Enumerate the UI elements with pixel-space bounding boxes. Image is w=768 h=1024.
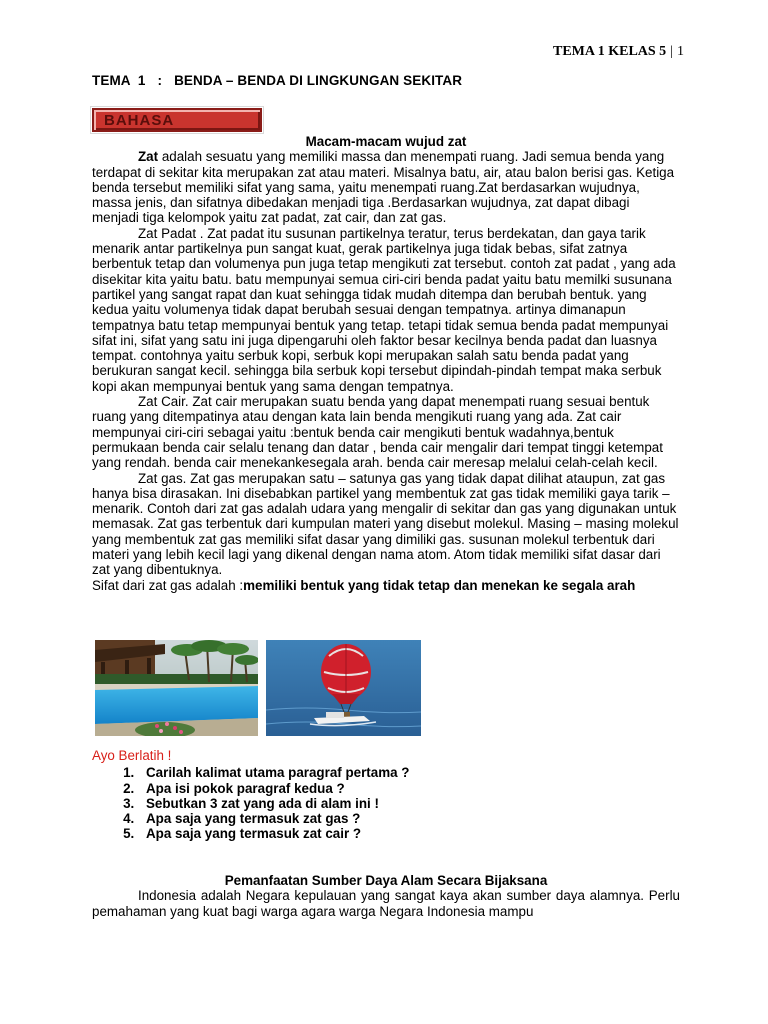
paragraph-zat-gas: Zat gas. Zat gas merupakan satu – satunya gas yang tidak dapat dilihat ataupun, zat gas hanya bisa dirasakan. Ini disebabkan partikel yang membentuk zat gas tidak memiliki gaya tarik – menarik. Contoh dari zat gas adalah udara yang mengalir di sekitar dan gas yang digunakan untuk memasak. Zat gas terbentuk dari kumpulan materi yang disebut molekul. Masing – masing molekul yang membentuk zat gas memiliki sifat dasar yang dimiliki gas. susunan molekul terbentuk dari materi yang lebih kecil lagi yang dikenal dengan nama atom. Atom tidak memiliki sifat dasar dari zat yang dibentuknya. — [92, 470, 679, 578]
swimming-pool-photo — [95, 640, 258, 736]
hot-air-balloon-photo — [266, 640, 421, 736]
hot-air-balloon-image — [266, 640, 421, 736]
paragraph-zat — [92, 149, 680, 225]
tema-heading — [92, 73, 462, 88]
bahasa-badge — [92, 108, 262, 132]
tema-title: BENDA – BENDA DI LINGKUNGAN SEKITAR — [174, 73, 463, 88]
paragraph-lead: Zat — [138, 149, 159, 165]
photo-row — [95, 640, 425, 736]
exercise-item-1: 1. Carilah kalimat utama paragraf pertama ? — [138, 765, 680, 780]
exercise-list — [92, 765, 680, 841]
section-title: Macam-macam wujud zat — [305, 134, 467, 149]
section2-title: Pemanfaatan Sumber Daya Alam Secara Bijaksana — [224, 873, 548, 888]
tema-colon: : — [157, 73, 163, 88]
sifat-bold: memiliki bentuk yang tidak tetap dan menekan ke segala arah — [243, 577, 636, 593]
page-number: 1 — [677, 44, 684, 59]
exercise-item-4: 4. Apa saja yang termasuk zat gas ? — [138, 811, 680, 826]
swimming-pool-image — [95, 640, 258, 736]
section-wujud-zat — [92, 134, 680, 593]
exercise-section — [92, 748, 680, 842]
paragraph-zat-cair: Zat Cair. Zat cair merupakan suatu benda yang dapat menempati ruang sesuai bentuk ruang yang ditempatinya atau dengan kata lain benda mengikuti ruang yang ada. Zat cair mempunyai ciri-ciri sebagai yaitu :bentuk benda cair mengikuti bentuk wadahnya,bentuk permukaan benda cair selalu tenang dan datar , benda cair mengalir dari tempat tinggi ketempat yang rendah. benda cair menekankesegala arah. benda cair meresap melalui celah-celah kecil. — [92, 394, 663, 471]
page-header — [553, 44, 684, 60]
badge-label: BAHASA — [104, 112, 175, 129]
exercise-heading: Ayo Berlatih ! — [92, 748, 172, 763]
paragraph-zat-padat: Zat Padat . Zat padat itu susunan partikelnya teratur, terus berdekatan, dan gaya tarik menarik antar partikelnya pun sangat kuat, gerak partikelnya juga tidak bebas, sifat zatnya berbentuk tetap dan volumenya pun juga tetap mengikuti zat tersebut. contoh zat padat , yang ada disekitar kita yaitu batu. batu mempunyai semua ciri-ciri benda padat yaitu batu memilki susunana partikel yang sangat rapat dan kuat sehingga tidak mudah ditempa dan berubah bentuk. yang kedua yaitu volumenya tidak dapat berubah sesuai dengan tempatnya. artinya dimanapun tempatnya batu tetap mempunyai bentuk yang tetap. tetapi tidak semua benda padat mempunyai sifat ini, sifat yang satu ini juga dipengaruhi oleh faktor besar kecilnya benda padat dan luasnya tempat. contohnya yaitu serbuk kopi, serbuk kopi merupakan salah satu benda padat yang berukuran sangat kecil. sehingga bila serbuk kopi tersebut dipindah-pindah tempat maka serbuk kopi akan mempunyai bentuk yang sama dengan tempatnya. — [92, 225, 676, 394]
exercise-item-3: 3. Sebutkan 3 zat yang ada di alam ini ! — [138, 796, 680, 811]
header-tema-kelas: TEMA 1 KELAS 5 — [552, 44, 667, 59]
paragraph-indonesia: Indonesia adalah Negara kepulauan yang sangat kaya akan sumber daya alamnya. Perlu pemahaman yang kuat bagi warga agara warga Negara Indonesia mampu — [92, 888, 680, 919]
exercise-item-5: 5. Apa saja yang termasuk zat cair ? — [138, 826, 680, 841]
exercise-item-2: 2. Apa isi pokok paragraf kedua ? — [138, 781, 680, 796]
paragraph-body: adalah sesuatu yang memiliki massa dan menempati ruang. Jadi semua benda yang terdapat di sekitar kita merupakan zat atau materi. Misalnya batu, air, atau balon berisi gas. Ketiga benda tersebut memiliki sifat yang sama, yaitu menempati ruang.Zat berdasarkan wujudnya, massa jenis, dan sifatnya dibedakan menjadi tiga .Berdasarkan wujudnya, zat dapat dibagi menjadi tiga kelompok yaitu zat padat, zat cair, dan zat gas. — [92, 149, 675, 226]
tema-label: TEMA 1 — [92, 73, 146, 88]
header-separator: | — [670, 44, 673, 59]
section-sumber-daya — [92, 873, 680, 919]
sifat-lead: Sifat dari zat gas adalah : — [92, 577, 244, 593]
paragraph-sifat-gas — [92, 578, 680, 593]
